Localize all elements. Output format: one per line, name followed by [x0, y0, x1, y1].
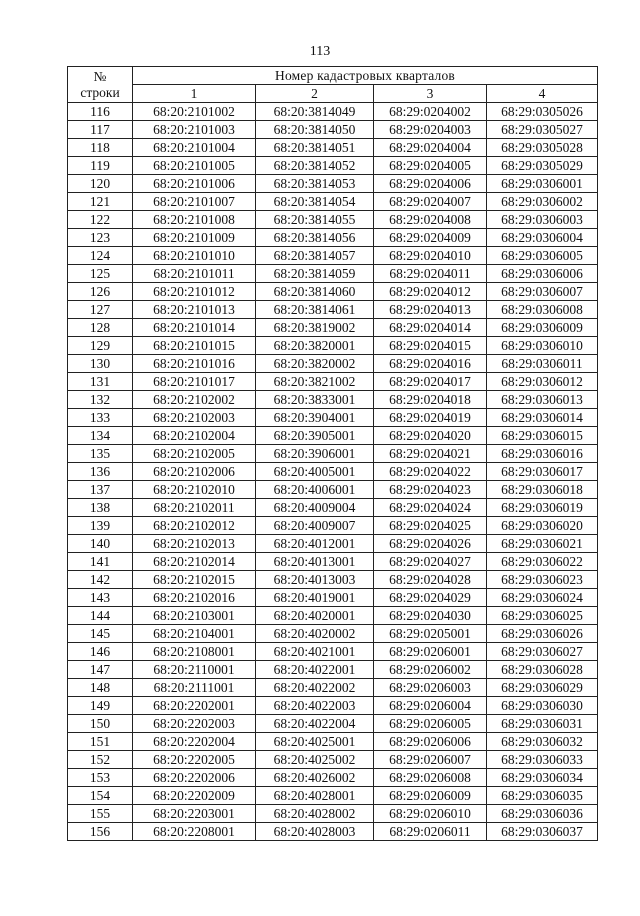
quarter-col-2-cell: 68:20:3814061: [256, 301, 374, 319]
quarter-col-3-cell: 68:29:0206004: [374, 697, 487, 715]
row-number-cell: 116: [68, 103, 133, 121]
row-number-cell: 135: [68, 445, 133, 463]
quarter-col-1-cell: 68:20:2101015: [133, 337, 256, 355]
quarter-col-4-cell: 68:29:0306002: [487, 193, 598, 211]
quarter-col-1-cell: 68:20:2208001: [133, 823, 256, 841]
row-number-cell: 123: [68, 229, 133, 247]
quarter-col-1-cell: 68:20:2202004: [133, 733, 256, 751]
row-number-cell: 146: [68, 643, 133, 661]
row-number-cell: 134: [68, 427, 133, 445]
quarter-col-1-cell: 68:20:2102012: [133, 517, 256, 535]
quarter-col-1-cell: 68:20:2101013: [133, 301, 256, 319]
quarter-col-3-cell: 68:29:0204013: [374, 301, 487, 319]
row-number-cell: 154: [68, 787, 133, 805]
quarter-col-1-cell: 68:20:2202001: [133, 697, 256, 715]
quarter-col-4-cell: 68:29:0306009: [487, 319, 598, 337]
quarter-col-3-cell: 68:29:0205001: [374, 625, 487, 643]
quarter-col-1-cell: 68:20:2202003: [133, 715, 256, 733]
row-number-cell: 150: [68, 715, 133, 733]
table-body: [68, 103, 598, 841]
quarter-col-4-cell: 68:29:0306006: [487, 265, 598, 283]
quarter-col-3-cell: 68:29:0204002: [374, 103, 487, 121]
table-row: [68, 391, 598, 409]
quarter-col-3-cell: 68:29:0204018: [374, 391, 487, 409]
quarter-col-3-cell: 68:29:0206009: [374, 787, 487, 805]
quarter-col-4-cell: 68:29:0306019: [487, 499, 598, 517]
quarter-col-1-cell: 68:20:2202006: [133, 769, 256, 787]
quarter-col-4-cell: 68:29:0306004: [487, 229, 598, 247]
quarter-col-3-cell: 68:29:0204028: [374, 571, 487, 589]
table-row: [68, 157, 598, 175]
quarter-col-3-cell: 68:29:0204005: [374, 157, 487, 175]
quarter-col-1-cell: 68:20:2101017: [133, 373, 256, 391]
table-row: [68, 499, 598, 517]
quarter-col-3-cell: 68:29:0206003: [374, 679, 487, 697]
quarter-col-1-cell: 68:20:2110001: [133, 661, 256, 679]
quarter-col-2-cell: 68:20:3814060: [256, 283, 374, 301]
table-row: [68, 139, 598, 157]
quarter-col-1-cell: 68:20:2102010: [133, 481, 256, 499]
quarter-col-1-cell: 68:20:2101014: [133, 319, 256, 337]
row-number-cell: 118: [68, 139, 133, 157]
row-number-cell: 142: [68, 571, 133, 589]
quarter-col-4-cell: 68:29:0306036: [487, 805, 598, 823]
quarter-col-3-cell: 68:29:0204010: [374, 247, 487, 265]
quarter-col-3-cell: 68:29:0204020: [374, 427, 487, 445]
quarter-col-1-cell: 68:20:2101016: [133, 355, 256, 373]
table-row: [68, 607, 598, 625]
table-row: [68, 481, 598, 499]
quarter-col-4-cell: 68:29:0306033: [487, 751, 598, 769]
quarter-col-2-cell: 68:20:3814054: [256, 193, 374, 211]
quarter-col-3-cell: 68:29:0206002: [374, 661, 487, 679]
quarter-col-1-cell: 68:20:2102011: [133, 499, 256, 517]
row-number-cell: 130: [68, 355, 133, 373]
quarter-col-1-cell: 68:20:2102006: [133, 463, 256, 481]
quarter-col-4-cell: 68:29:0306018: [487, 481, 598, 499]
row-number-cell: 126: [68, 283, 133, 301]
quarter-col-1-cell: 68:20:2102016: [133, 589, 256, 607]
quarter-col-2-cell: 68:20:4028001: [256, 787, 374, 805]
row-number-cell: 122: [68, 211, 133, 229]
quarter-col-4-cell: 68:29:0306025: [487, 607, 598, 625]
column-header-2: 2: [256, 85, 374, 103]
table-row: [68, 103, 598, 121]
quarter-col-4-cell: 68:29:0305028: [487, 139, 598, 157]
quarter-col-2-cell: 68:20:3821002: [256, 373, 374, 391]
quarter-col-2-cell: 68:20:4013003: [256, 571, 374, 589]
quarter-col-1-cell: 68:20:2101010: [133, 247, 256, 265]
row-number-cell: 149: [68, 697, 133, 715]
table-row: [68, 679, 598, 697]
quarter-col-4-cell: 68:29:0306032: [487, 733, 598, 751]
table-row: [68, 661, 598, 679]
quarter-col-2-cell: 68:20:3820002: [256, 355, 374, 373]
quarter-col-3-cell: 68:29:0204026: [374, 535, 487, 553]
row-number-cell: 155: [68, 805, 133, 823]
quarter-col-1-cell: 68:20:2202009: [133, 787, 256, 805]
quarter-col-4-cell: 68:29:0306012: [487, 373, 598, 391]
table-row: [68, 805, 598, 823]
quarter-col-3-cell: 68:29:0206005: [374, 715, 487, 733]
quarter-col-3-cell: 68:29:0204003: [374, 121, 487, 139]
row-number-cell: 148: [68, 679, 133, 697]
quarter-col-2-cell: 68:20:3814050: [256, 121, 374, 139]
quarter-col-3-cell: 68:29:0204019: [374, 409, 487, 427]
quarter-col-1-cell: 68:20:2102014: [133, 553, 256, 571]
table-row: [68, 373, 598, 391]
quarter-col-1-cell: 68:20:2104001: [133, 625, 256, 643]
quarter-col-4-cell: 68:29:0306026: [487, 625, 598, 643]
quarter-col-4-cell: 68:29:0306001: [487, 175, 598, 193]
row-number-cell: 145: [68, 625, 133, 643]
quarter-col-3-cell: 68:29:0204011: [374, 265, 487, 283]
row-number-subheader: строки: [68, 85, 133, 103]
quarter-col-1-cell: 68:20:2101009: [133, 229, 256, 247]
row-number-cell: 133: [68, 409, 133, 427]
quarter-col-3-cell: 68:29:0206007: [374, 751, 487, 769]
quarter-col-2-cell: 68:20:4009004: [256, 499, 374, 517]
quarter-col-4-cell: 68:29:0306008: [487, 301, 598, 319]
quarter-col-4-cell: 68:29:0306035: [487, 787, 598, 805]
table-row: [68, 247, 598, 265]
quarter-col-2-cell: 68:20:3904001: [256, 409, 374, 427]
quarter-col-1-cell: 68:20:2101005: [133, 157, 256, 175]
row-number-cell: 140: [68, 535, 133, 553]
quarter-col-1-cell: 68:20:2103001: [133, 607, 256, 625]
row-number-cell: 139: [68, 517, 133, 535]
quarter-col-4-cell: 68:29:0306017: [487, 463, 598, 481]
quarter-col-3-cell: 68:29:0204006: [374, 175, 487, 193]
quarter-col-3-cell: 68:29:0204030: [374, 607, 487, 625]
quarter-col-1-cell: 68:20:2102002: [133, 391, 256, 409]
quarter-col-1-cell: 68:20:2102003: [133, 409, 256, 427]
quarter-col-1-cell: 68:20:2102015: [133, 571, 256, 589]
quarter-col-2-cell: 68:20:4028003: [256, 823, 374, 841]
table-row: [68, 355, 598, 373]
quarter-col-3-cell: 68:29:0206001: [374, 643, 487, 661]
table-row: [68, 211, 598, 229]
table-row: [68, 427, 598, 445]
quarter-col-3-cell: 68:29:0204014: [374, 319, 487, 337]
quarter-col-2-cell: 68:20:3814057: [256, 247, 374, 265]
quarter-col-2-cell: 68:20:4025002: [256, 751, 374, 769]
row-number-cell: 156: [68, 823, 133, 841]
quarter-col-2-cell: 68:20:3814052: [256, 157, 374, 175]
quarter-col-3-cell: 68:29:0204004: [374, 139, 487, 157]
quarter-col-3-cell: 68:29:0204021: [374, 445, 487, 463]
quarter-col-2-cell: 68:20:3814056: [256, 229, 374, 247]
quarter-col-1-cell: 68:20:2101006: [133, 175, 256, 193]
quarter-col-4-cell: 68:29:0306024: [487, 589, 598, 607]
table-header: [68, 67, 598, 103]
header-row-group: [68, 67, 598, 85]
quarter-col-2-cell: 68:20:4020001: [256, 607, 374, 625]
quarter-col-2-cell: 68:20:4019001: [256, 589, 374, 607]
row-number-cell: 128: [68, 319, 133, 337]
quarter-col-4-cell: 68:29:0305026: [487, 103, 598, 121]
quarter-col-4-cell: 68:29:0306016: [487, 445, 598, 463]
quarter-col-1-cell: 68:20:2101003: [133, 121, 256, 139]
quarter-col-2-cell: 68:20:4022002: [256, 679, 374, 697]
quarter-col-2-cell: 68:20:3820001: [256, 337, 374, 355]
quarter-col-2-cell: 68:20:4022004: [256, 715, 374, 733]
quarter-col-2-cell: 68:20:4026002: [256, 769, 374, 787]
quarter-col-4-cell: 68:29:0305029: [487, 157, 598, 175]
quarter-col-2-cell: 68:20:4012001: [256, 535, 374, 553]
quarter-col-4-cell: 68:29:0306031: [487, 715, 598, 733]
row-number-cell: 120: [68, 175, 133, 193]
quarter-col-2-cell: 68:20:4022001: [256, 661, 374, 679]
quarter-col-2-cell: 68:20:3905001: [256, 427, 374, 445]
table-row: [68, 319, 598, 337]
page-number: 113: [309, 44, 331, 59]
quarter-col-4-cell: 68:29:0306020: [487, 517, 598, 535]
quarter-col-4-cell: 68:29:0306005: [487, 247, 598, 265]
row-number-cell: 132: [68, 391, 133, 409]
quarter-col-2-cell: 68:20:3819002: [256, 319, 374, 337]
quarter-col-3-cell: 68:29:0204027: [374, 553, 487, 571]
table-row: [68, 283, 598, 301]
quarter-col-1-cell: 68:20:2101008: [133, 211, 256, 229]
table-row: [68, 553, 598, 571]
row-number-cell: 125: [68, 265, 133, 283]
quarter-col-3-cell: 68:29:0206006: [374, 733, 487, 751]
table-row: [68, 265, 598, 283]
quarter-col-3-cell: 68:29:0204007: [374, 193, 487, 211]
row-number-header: №: [68, 67, 133, 85]
row-number-cell: 153: [68, 769, 133, 787]
quarter-col-2-cell: 68:20:3833001: [256, 391, 374, 409]
quarter-col-4-cell: 68:29:0306023: [487, 571, 598, 589]
row-number-cell: 136: [68, 463, 133, 481]
table-row: [68, 463, 598, 481]
quarter-col-4-cell: 68:29:0306022: [487, 553, 598, 571]
table-row: [68, 697, 598, 715]
row-number-cell: 143: [68, 589, 133, 607]
quarter-col-4-cell: 68:29:0306015: [487, 427, 598, 445]
quarter-col-4-cell: 68:29:0306007: [487, 283, 598, 301]
quarter-col-2-cell: 68:20:4020002: [256, 625, 374, 643]
quarter-col-3-cell: 68:29:0204008: [374, 211, 487, 229]
quarter-col-4-cell: 68:29:0306037: [487, 823, 598, 841]
cadastral-quarters-header: Номер кадастровых кварталов: [133, 67, 598, 85]
quarter-col-3-cell: 68:29:0206010: [374, 805, 487, 823]
table-row: [68, 715, 598, 733]
quarter-col-3-cell: 68:29:0206011: [374, 823, 487, 841]
table-row: [68, 337, 598, 355]
cadastral-quarters-table: [67, 66, 598, 841]
quarter-col-2-cell: 68:20:3814051: [256, 139, 374, 157]
quarter-col-1-cell: 68:20:2203001: [133, 805, 256, 823]
table-row: [68, 301, 598, 319]
row-number-cell: 144: [68, 607, 133, 625]
quarter-col-4-cell: 68:29:0306021: [487, 535, 598, 553]
quarter-col-4-cell: 68:29:0306029: [487, 679, 598, 697]
quarter-col-2-cell: 68:20:4013001: [256, 553, 374, 571]
quarter-col-3-cell: 68:29:0204022: [374, 463, 487, 481]
table-row: [68, 787, 598, 805]
table-row: [68, 121, 598, 139]
row-number-cell: 117: [68, 121, 133, 139]
table-row: [68, 193, 598, 211]
quarter-col-4-cell: 68:29:0306011: [487, 355, 598, 373]
quarter-col-4-cell: 68:29:0306014: [487, 409, 598, 427]
quarter-col-2-cell: 68:20:3814055: [256, 211, 374, 229]
table-row: [68, 733, 598, 751]
quarter-col-4-cell: 68:29:0306010: [487, 337, 598, 355]
quarter-col-3-cell: 68:29:0204023: [374, 481, 487, 499]
quarter-col-4-cell: 68:29:0306028: [487, 661, 598, 679]
table-row: [68, 571, 598, 589]
table-row: [68, 589, 598, 607]
quarter-col-2-cell: 68:20:4028002: [256, 805, 374, 823]
quarter-col-1-cell: 68:20:2101011: [133, 265, 256, 283]
row-number-cell: 138: [68, 499, 133, 517]
quarter-col-3-cell: 68:29:0204009: [374, 229, 487, 247]
quarter-col-3-cell: 68:29:0204024: [374, 499, 487, 517]
quarter-col-2-cell: 68:20:3814059: [256, 265, 374, 283]
quarter-col-1-cell: 68:20:2102013: [133, 535, 256, 553]
quarter-col-3-cell: 68:29:0204017: [374, 373, 487, 391]
quarter-col-2-cell: 68:20:4022003: [256, 697, 374, 715]
column-header-3: 3: [374, 85, 487, 103]
row-number-cell: 151: [68, 733, 133, 751]
quarter-col-2-cell: 68:20:3906001: [256, 445, 374, 463]
quarter-col-1-cell: 68:20:2101007: [133, 193, 256, 211]
row-number-cell: 152: [68, 751, 133, 769]
table-row: [68, 229, 598, 247]
header-row-columns: [68, 85, 598, 103]
column-header-1: 1: [133, 85, 256, 103]
row-number-cell: 124: [68, 247, 133, 265]
quarter-col-2-cell: 68:20:3814053: [256, 175, 374, 193]
quarter-col-4-cell: 68:29:0306013: [487, 391, 598, 409]
quarter-col-1-cell: 68:20:2101004: [133, 139, 256, 157]
quarter-col-3-cell: 68:29:0204015: [374, 337, 487, 355]
row-number-cell: 119: [68, 157, 133, 175]
quarter-col-1-cell: 68:20:2202005: [133, 751, 256, 769]
table-row: [68, 625, 598, 643]
row-number-cell: 137: [68, 481, 133, 499]
column-header-4: 4: [487, 85, 598, 103]
table-row: [68, 445, 598, 463]
quarter-col-4-cell: 68:29:0306030: [487, 697, 598, 715]
quarter-col-1-cell: 68:20:2101002: [133, 103, 256, 121]
table-row: [68, 517, 598, 535]
row-number-cell: 129: [68, 337, 133, 355]
table-row: [68, 643, 598, 661]
quarter-col-3-cell: 68:29:0204012: [374, 283, 487, 301]
table-row: [68, 769, 598, 787]
row-number-cell: 121: [68, 193, 133, 211]
quarter-col-2-cell: 68:20:4025001: [256, 733, 374, 751]
quarter-col-1-cell: 68:20:2101012: [133, 283, 256, 301]
row-number-cell: 127: [68, 301, 133, 319]
row-number-cell: 131: [68, 373, 133, 391]
row-number-cell: 141: [68, 553, 133, 571]
quarter-col-3-cell: 68:29:0204025: [374, 517, 487, 535]
quarter-col-2-cell: 68:20:4021001: [256, 643, 374, 661]
quarter-col-4-cell: 68:29:0306027: [487, 643, 598, 661]
quarter-col-2-cell: 68:20:4006001: [256, 481, 374, 499]
table-row: [68, 823, 598, 841]
row-number-cell: 147: [68, 661, 133, 679]
quarter-col-1-cell: 68:20:2102005: [133, 445, 256, 463]
quarter-col-4-cell: 68:29:0305027: [487, 121, 598, 139]
quarter-col-4-cell: 68:29:0306003: [487, 211, 598, 229]
quarter-col-2-cell: 68:20:4005001: [256, 463, 374, 481]
quarter-col-3-cell: 68:29:0206008: [374, 769, 487, 787]
quarter-col-3-cell: 68:29:0204029: [374, 589, 487, 607]
quarter-col-4-cell: 68:29:0306034: [487, 769, 598, 787]
quarter-col-1-cell: 68:20:2108001: [133, 643, 256, 661]
table-row: [68, 751, 598, 769]
quarter-col-3-cell: 68:29:0204016: [374, 355, 487, 373]
quarter-col-1-cell: 68:20:2102004: [133, 427, 256, 445]
table-row: [68, 175, 598, 193]
table-row: [68, 409, 598, 427]
table-row: [68, 535, 598, 553]
quarter-col-2-cell: 68:20:3814049: [256, 103, 374, 121]
quarter-col-1-cell: 68:20:2111001: [133, 679, 256, 697]
quarter-col-2-cell: 68:20:4009007: [256, 517, 374, 535]
